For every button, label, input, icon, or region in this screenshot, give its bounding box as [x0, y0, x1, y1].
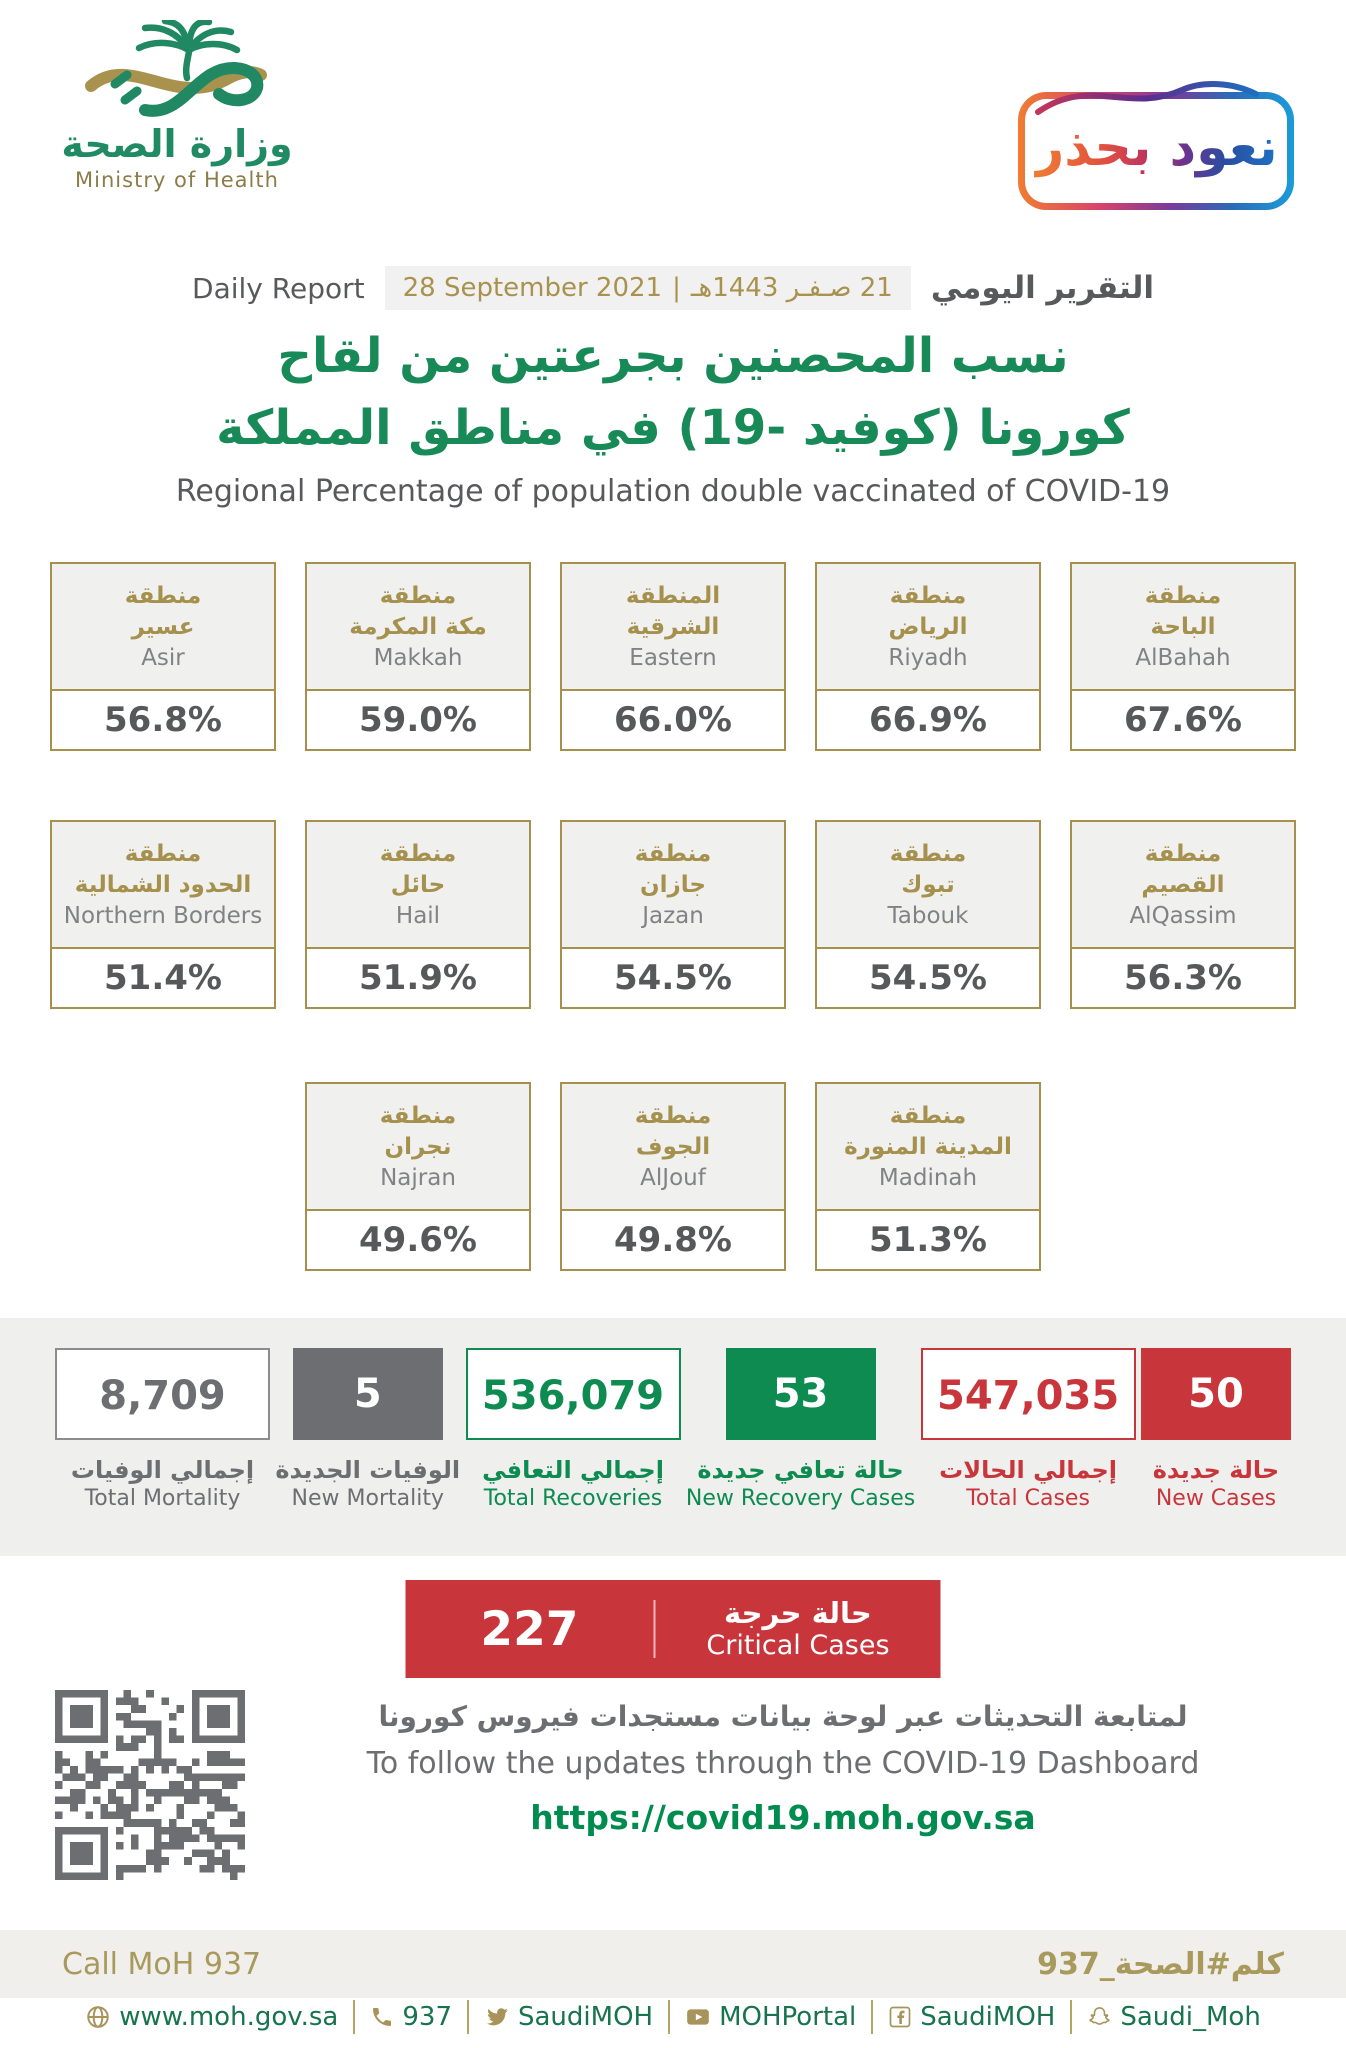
region-card-hail: منطقة حائل Hail 51.9% — [305, 820, 531, 1009]
region-percentage: 54.5% — [869, 958, 987, 998]
date-separator: | — [672, 273, 681, 303]
stat-total-mortality: 8,709 إجمالي الوفيات Total Mortality — [55, 1348, 270, 1512]
badge-arabic-text: نعود بحذر — [1034, 118, 1278, 178]
facebook-icon — [888, 2005, 912, 2029]
region-percentage: 59.0% — [359, 700, 477, 740]
region-percentage: 51.9% — [359, 958, 477, 998]
globe-icon — [85, 2004, 111, 2030]
national-stats-band — [0, 1318, 1346, 1556]
return-with-caution-badge — [1018, 82, 1294, 210]
date-hijri: 21 صـفـر 1443هـ — [690, 273, 893, 303]
date-gregorian: 28 September 2021 — [402, 273, 663, 303]
region-card-jazan: منطقة جازان Jazan 54.5% — [560, 820, 786, 1009]
report-header-line — [0, 266, 1346, 310]
stat-total-cases: 547,035 إجمالي الحالات Total Cases — [921, 1348, 1136, 1512]
badge-swoosh-icon — [1032, 74, 1262, 120]
critical-cases-box — [406, 1580, 941, 1678]
region-percentage: 67.6% — [1124, 700, 1242, 740]
link-snapchat[interactable]: Saudi_Moh — [1070, 2000, 1275, 2034]
region-row-1 — [0, 562, 1346, 751]
report-date-box — [385, 266, 911, 310]
region-card-eastern: المنطقة الشرقية Eastern 66.0% — [560, 562, 786, 751]
daily-report-label-en: Daily Report — [192, 271, 365, 305]
stat-value: 8,709 — [55, 1348, 270, 1440]
qr-code — [55, 1690, 245, 1880]
moh-palm-emblem-icon — [77, 20, 277, 120]
critical-label-en: Critical Cases — [706, 1630, 890, 1662]
stat-value: 50 — [1141, 1348, 1291, 1440]
call-moh-hashtag-ar: كلم#الصحة_937 — [1037, 1946, 1284, 1982]
region-row-3 — [0, 1082, 1346, 1271]
stat-new-recovery-cases: 53 حالة تعافي جديدة New Recovery Cases — [686, 1348, 915, 1512]
region-percentage: 66.0% — [614, 700, 732, 740]
link-twitter[interactable]: SaudiMOH — [467, 2000, 668, 2034]
phone-icon — [370, 2005, 394, 2029]
youtube-icon — [685, 2004, 711, 2030]
region-card-tabouk: منطقة تبوك Tabouk 54.5% — [815, 820, 1041, 1009]
stat-total-recoveries: 536,079 إجمالي التعافي Total Recoveries — [466, 1348, 681, 1512]
stat-value: 5 — [293, 1348, 443, 1440]
region-row-2 — [0, 820, 1346, 1009]
region-card-najran: منطقة نجران Najran 49.6% — [305, 1082, 531, 1271]
daily-report-label-ar: التقرير اليومي — [930, 270, 1154, 306]
link-youtube[interactable]: MOHPortal — [668, 2000, 871, 2034]
region-percentage: 51.4% — [104, 958, 222, 998]
region-percentage: 56.3% — [1124, 958, 1242, 998]
critical-label-ar: حالة حرجة — [724, 1595, 872, 1630]
link-website[interactable]: www.moh.gov.sa — [70, 2000, 353, 2034]
region-percentage: 49.8% — [614, 1220, 732, 1260]
moh-logo-english: Ministry of Health — [75, 167, 279, 192]
region-card-albahah: منطقة الباحة AlBahah 67.6% — [1070, 562, 1296, 751]
region-percentage: 51.3% — [869, 1220, 987, 1260]
dashboard-text-en: To follow the updates through the COVID-19 Dashboard — [366, 1746, 1200, 1781]
stat-new-mortality: 5 الوفيات الجديدة New Mortality — [275, 1348, 460, 1512]
call-moh-en: Call MoH 937 — [62, 1946, 262, 1982]
region-percentage: 56.8% — [104, 700, 222, 740]
region-card-riyadh: منطقة الرياض Riyadh 66.9% — [815, 562, 1041, 751]
region-percentage: 49.6% — [359, 1220, 477, 1260]
critical-cases-value: 227 — [480, 1601, 579, 1657]
region-percentage: 54.5% — [614, 958, 732, 998]
stat-value: 53 — [726, 1348, 876, 1440]
moh-logo-arabic: وزارة الصحة — [61, 122, 293, 166]
moh-logo — [52, 20, 302, 192]
region-card-alqassim: منطقة القصيم AlQassim 56.3% — [1070, 820, 1296, 1009]
dashboard-url-link[interactable]: https://covid19.moh.gov.sa — [530, 1798, 1036, 1837]
region-card-northern-borders: منطقة الحدود الشمالية Northern Borders 51.4% — [50, 820, 276, 1009]
page-title-arabic: نسب المحصنين بجرعتين من لقاح كورونا (كوفيد -19) في مناطق المملكة — [216, 328, 1130, 456]
dashboard-info — [265, 1700, 1301, 1837]
stat-value: 547,035 — [921, 1348, 1136, 1440]
social-links-row — [0, 2000, 1346, 2034]
region-card-madinah: منطقة المدينة المنورة Madinah 51.3% — [815, 1082, 1041, 1271]
stat-value: 536,079 — [466, 1348, 681, 1440]
link-phone[interactable]: 937 — [353, 2000, 467, 2034]
call-moh-band — [0, 1930, 1346, 1998]
stat-new-cases: 50 حالة جديدة New Cases — [1141, 1348, 1291, 1512]
page-title-english: Regional Percentage of population double vaccinated of COVID-19 — [175, 474, 1171, 509]
snapchat-icon — [1087, 2005, 1112, 2030]
link-facebook[interactable]: SaudiMOH — [871, 2000, 1070, 2034]
region-card-makkah: منطقة مكة المكرمة Makkah 59.0% — [305, 562, 531, 751]
dashboard-text-ar: لمتابعة التحديثات عبر لوحة بيانات مستجدات فيروس كورونا — [378, 1700, 1188, 1733]
region-percentage: 66.9% — [869, 700, 987, 740]
region-card-asir: منطقة عسير Asir 56.8% — [50, 562, 276, 751]
region-card-aljouf: منطقة الجوف AlJouf 49.8% — [560, 1082, 786, 1271]
twitter-icon — [484, 2004, 510, 2030]
